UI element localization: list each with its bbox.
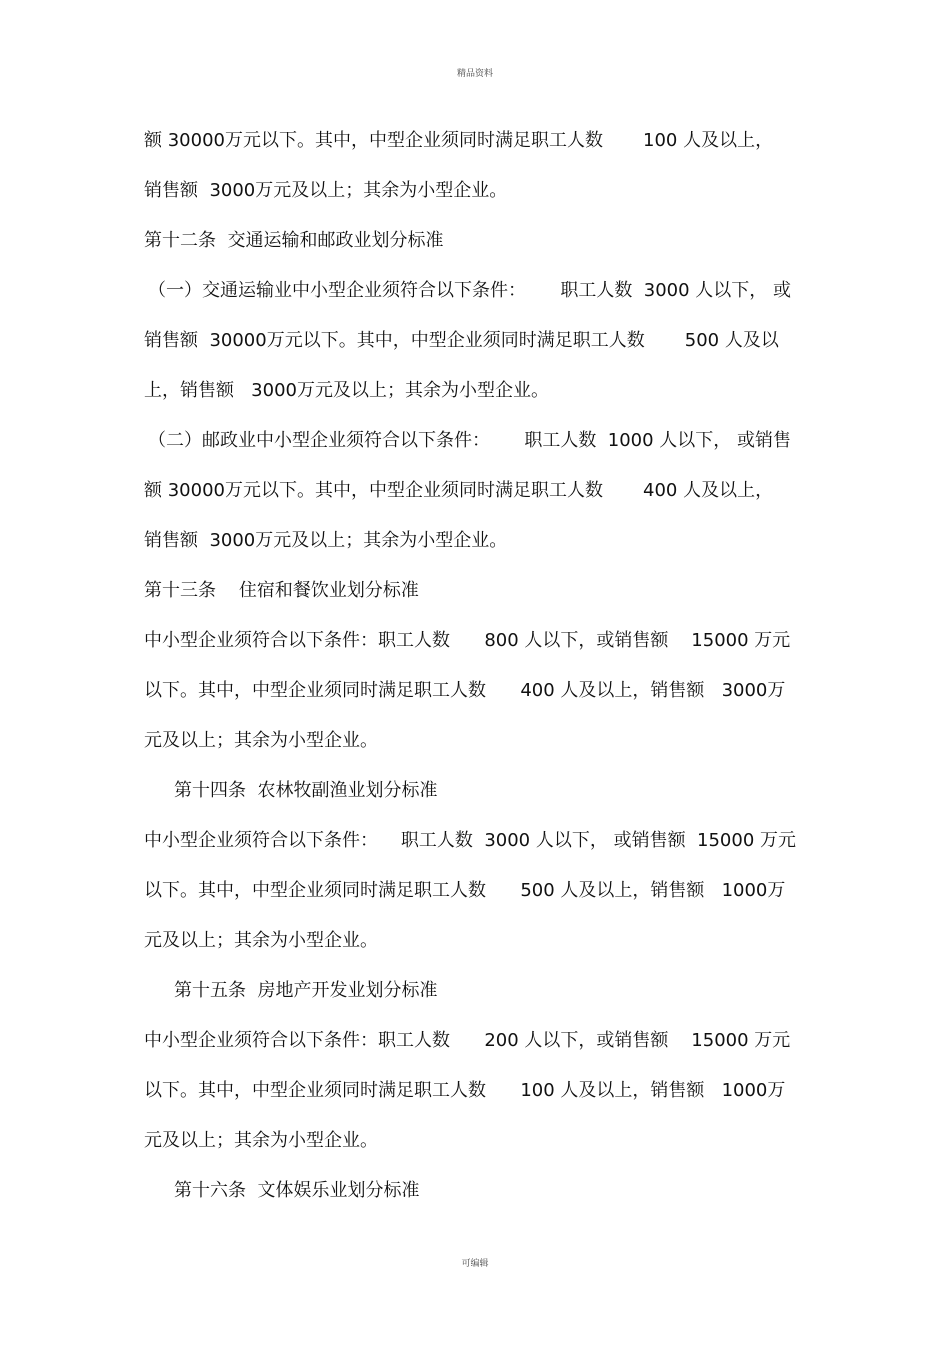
article-heading: 第十六条 文体娱乐业划分标准 (174, 1180, 420, 1201)
text-line: 元及以上；其余为小型企业。 (144, 730, 378, 751)
text-line: 额 30000万元以下。其中，中型企业须同时满足职工人数 400 人及以上， (144, 480, 774, 501)
text-line: 上，销售额 3000万元及以上；其余为小型企业。 (144, 380, 549, 401)
article-heading: 第十五条 房地产开发业划分标准 (174, 980, 438, 1001)
text-line: 中小型企业须符合以下条件： 职工人数 3000 人以下， 或销售额 15000 万元 (144, 830, 797, 851)
text-line: 销售额 30000万元以下。其中，中型企业须同时满足职工人数 500 人及以 (144, 330, 779, 351)
document-body (0, 116, 950, 1216)
text-line: 中小型企业须符合以下条件：职工人数 800 人以下，或销售额 15000 万元 (144, 630, 791, 651)
text-line: （一）交通运输业中小型企业须符合以下条件： 职工人数 3000 人以下， 或 (148, 280, 792, 301)
page-footer: 可编辑 (461, 1259, 489, 1269)
text-line: 销售额 3000万元及以上；其余为小型企业。 (144, 530, 508, 551)
text-line: 销售额 3000万元及以上；其余为小型企业。 (144, 180, 508, 201)
text-line: 以下。其中，中型企业须同时满足职工人数 100 人及以上，销售额 1000万 (144, 1080, 786, 1101)
text-line: 中小型企业须符合以下条件：职工人数 200 人以下，或销售额 15000 万元 (144, 1030, 791, 1051)
text-line: 元及以上；其余为小型企业。 (144, 1130, 378, 1151)
article-heading: 第十三条 住宿和餐饮业划分标准 (144, 580, 419, 601)
text-line: （二）邮政业中小型企业须符合以下条件： 职工人数 1000 人以下， 或销售 (148, 430, 792, 451)
page-header: 精品资料 (456, 69, 493, 79)
article-heading: 第十二条 交通运输和邮政业划分标准 (144, 230, 444, 251)
text-line: 元及以上；其余为小型企业。 (144, 930, 378, 951)
article-heading: 第十四条 农林牧副渔业划分标准 (174, 780, 438, 801)
text-line: 额 30000万元以下。其中，中型企业须同时满足职工人数 100 人及以上， (144, 130, 774, 151)
text-line: 以下。其中，中型企业须同时满足职工人数 400 人及以上，销售额 3000万 (144, 680, 786, 701)
text-line: 以下。其中，中型企业须同时满足职工人数 500 人及以上，销售额 1000万 (144, 880, 786, 901)
